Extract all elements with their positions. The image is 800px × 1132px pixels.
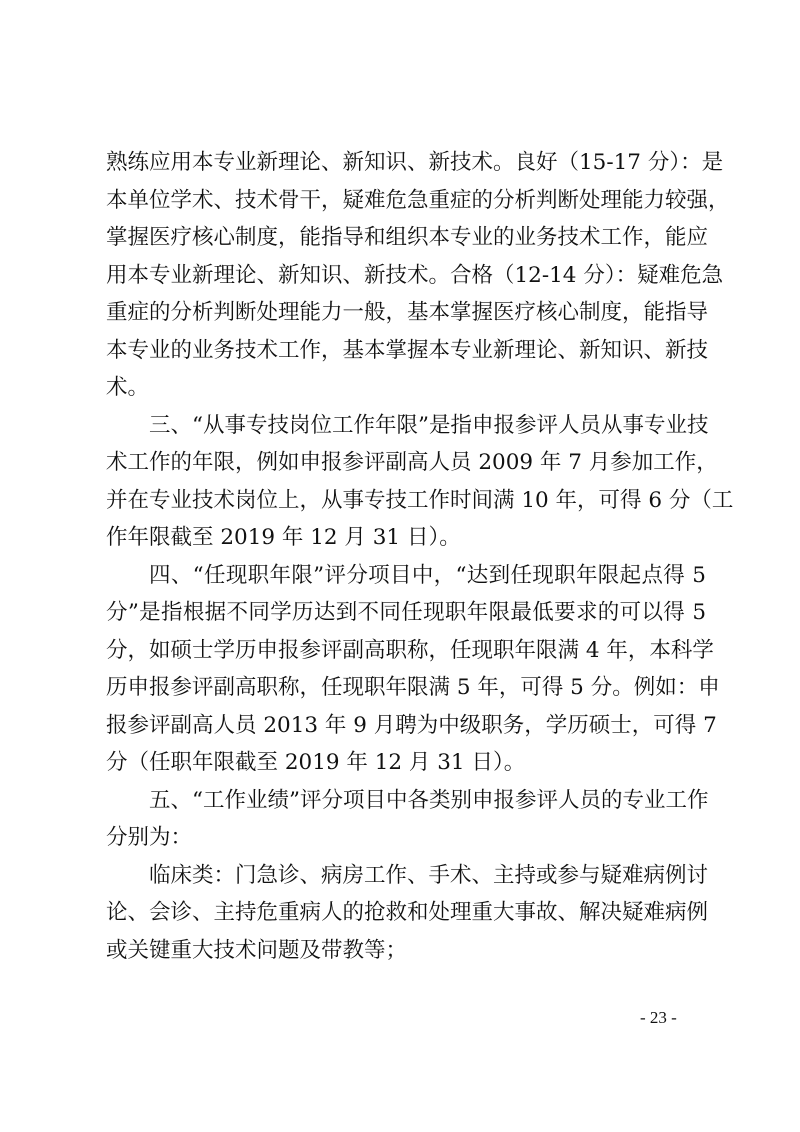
body-text: [106, 144, 734, 969]
text-line: 历申报参评副高职称，任现职年限满 5 年，可得 5 分。例如：申: [106, 675, 720, 700]
paragraph-three-first-line: 三、“从事专技岗位工作年限”是指申报参评人员从事专业技: [149, 412, 709, 438]
text-line: 论、会诊、主持危重病人的抢救和处理重大事故、解决疑难病例: [106, 900, 709, 925]
clinical-category-first-line: 临床类：门急诊、病房工作、手术、主持或参与疑难病例讨: [149, 862, 709, 888]
text-line: 术工作的年限，例如申报参评副高人员 2009 年 7 月参加工作，: [106, 450, 718, 475]
text-line: 分”是指根据不同学历达到不同任现职年限最低要求的可以得 5: [106, 600, 706, 625]
text-line: 并在专业技术岗位上，从事专技工作时间满 10 年，可得 6 分（工: [106, 487, 734, 513]
text-line: 本单位学术、技术骨干，疑难危急重症的分析判断处理能力较强，: [106, 187, 730, 213]
text-line: 作年限截至 2019 年 12 月 31 日）。: [106, 525, 461, 550]
text-line: 分（任职年限截至 2019 年 12 月 31 日）。: [106, 750, 526, 775]
text-line: 术。: [106, 375, 150, 400]
paragraph-five-first-line: 五、“工作业绩”评分项目中各类别申报参评人员的专业工作: [149, 787, 709, 813]
text-line: 或关键重大技术问题及带教等；: [106, 937, 408, 963]
text-line: 掌握医疗核心制度，能指导和组织本专业的业务技术工作，能应: [106, 225, 709, 250]
text-line: 本专业的业务技术工作，基本掌握本专业新理论、新知识、新技: [106, 337, 709, 363]
text-line: 报参评副高人员 2013 年 9 月聘为中级职务，学历硕士，可得 7: [106, 712, 717, 738]
page-number: - 23 -: [640, 1008, 677, 1027]
text-line: 重症的分析判断处理能力一般，基本掌握医疗核心制度，能指导: [106, 300, 709, 325]
text-line: 分别为：: [106, 825, 193, 850]
text-line: 分，如硕士学历申报参评副高职称，任现职年限满 4 年，本科学: [106, 637, 714, 663]
text-line: 熟练应用本专业新理论、新知识、新技术。良好（15-17 分）：是: [106, 150, 724, 175]
paragraph-four-first-line: 四、“任现职年限”评分项目中，“达到任现职年限起点得 5: [149, 562, 706, 588]
text-line: 用本专业新理论、新知识、新技术。合格（12-14 分）：疑难危急: [106, 262, 724, 288]
